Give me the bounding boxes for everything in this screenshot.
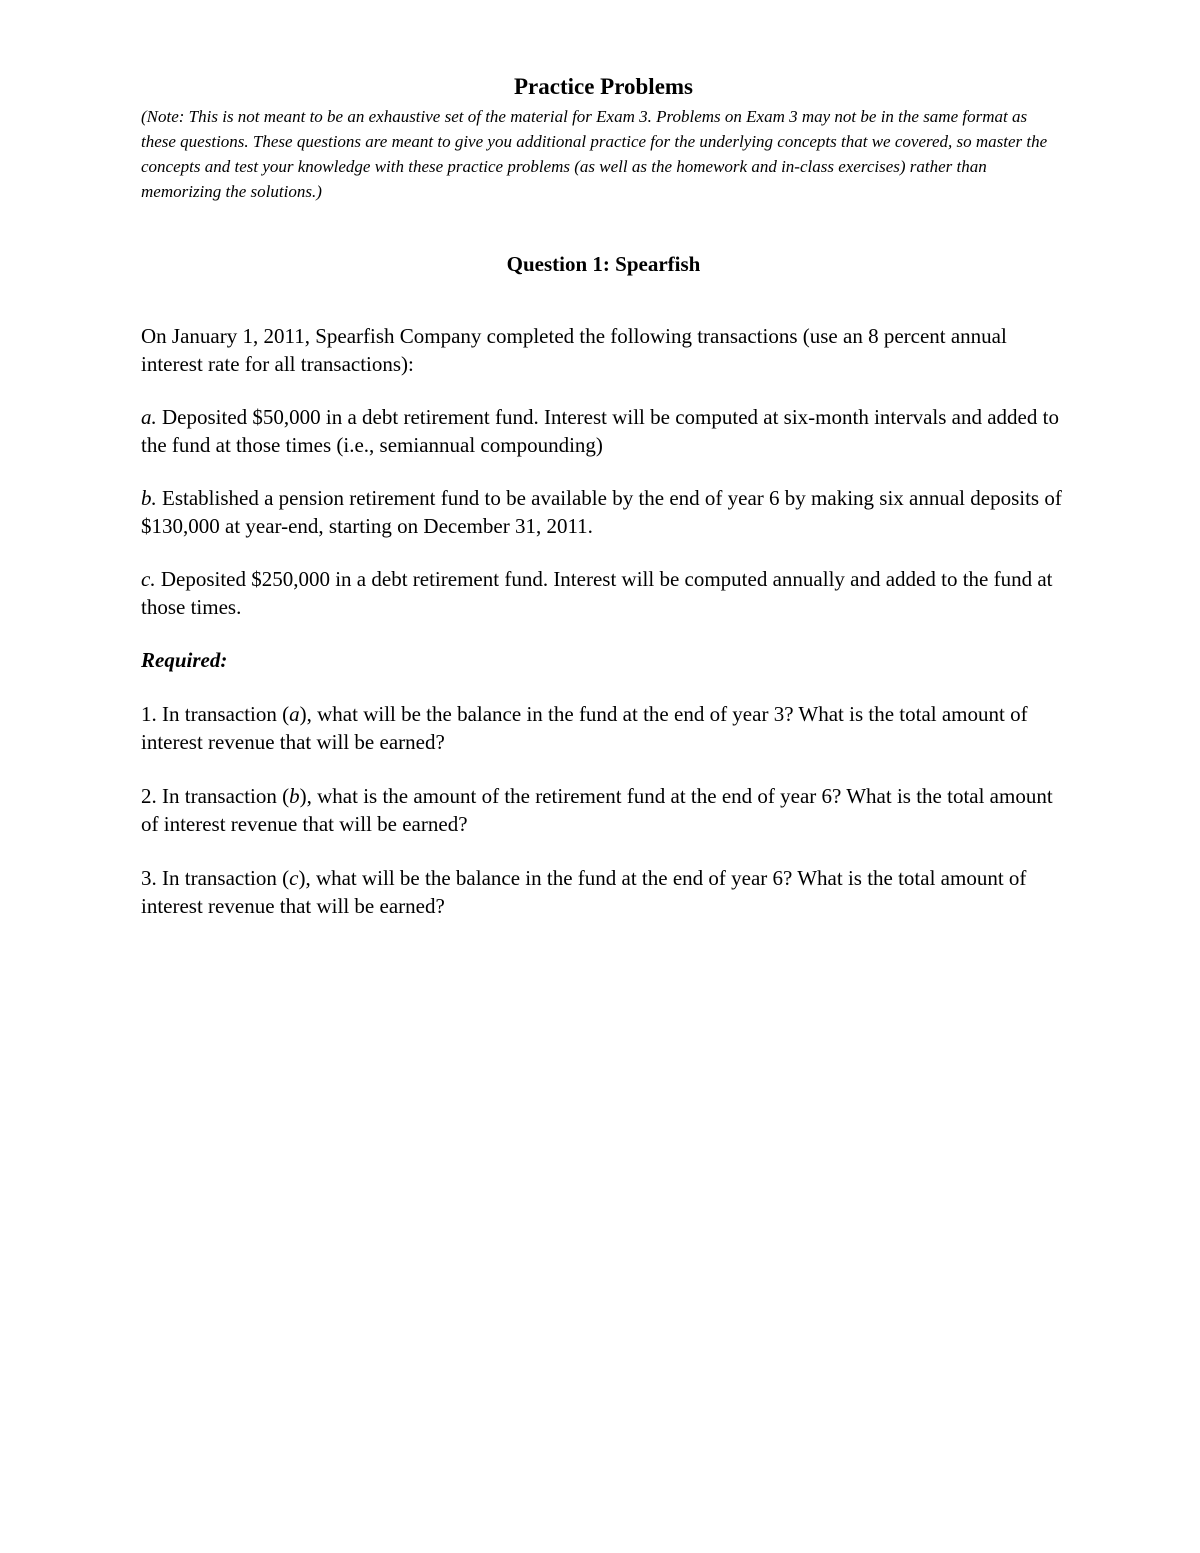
question-ref: b: [289, 784, 300, 808]
question-prefix: 1. In transaction (: [141, 702, 290, 726]
question-suffix: ), what is the amount of the retirement fund at the end of year 6? What is the total amount of interest revenue that will be earned?: [141, 784, 1053, 836]
transaction-b: [141, 484, 1066, 540]
question-suffix: ), what will be the balance in the fund at the end of year 6? What is the total amount of interest revenue that will be earned?: [141, 866, 1027, 918]
question-prefix: 2. In transaction (: [141, 784, 290, 808]
page-title: Practice Problems: [513, 74, 694, 99]
transaction-text: Deposited $50,000 in a debt retirement fund. Interest will be computed at six-month intervals and added to the fund at those times (i.e., semiannual compounding): [141, 405, 1059, 457]
transaction-c: [141, 565, 1066, 621]
document-page: [141, 72, 1066, 920]
question-prefix: 3. In transaction (: [141, 866, 290, 890]
transaction-text: Established a pension retirement fund to be available by the end of year 6 by making six annual deposits of $130,000 at year-end, starting on December 31, 2011.: [141, 486, 1062, 538]
question-ref: a: [289, 702, 300, 726]
question-1: [141, 700, 1066, 756]
intro-paragraph: On January 1, 2011, Spearfish Company completed the following transactions (use an 8 percent annual interest rate for all transactions):: [141, 324, 1007, 376]
question-heading: Question 1: Spearfish: [506, 252, 701, 276]
question-3: [141, 864, 1066, 920]
note-paragraph: (Note: This is not meant to be an exhaustive set of the material for Exam 3. Problems on Exam 3 may not be in the same format as these questions. These questions are meant to give you additional practice for the underlying concepts that we covered, so master the concepts and test your knowledge with these practice problems (as well as the homework and in-class exercises) rather than memorizing the solutions.): [141, 107, 1048, 201]
question-suffix: ), what will be the balance in the fund at the end of year 3? What is the total amount of interest revenue that will be earned?: [141, 702, 1028, 754]
transaction-letter: c.: [141, 567, 156, 591]
transaction-a: [141, 403, 1066, 459]
question-ref: c: [289, 866, 299, 890]
required-label: Required:: [141, 648, 228, 672]
transaction-letter: b.: [141, 486, 157, 510]
transaction-letter: a.: [141, 405, 157, 429]
transaction-text: Deposited $250,000 in a debt retirement fund. Interest will be computed annually and added to the fund at those times.: [141, 567, 1053, 619]
question-2: [141, 782, 1066, 838]
